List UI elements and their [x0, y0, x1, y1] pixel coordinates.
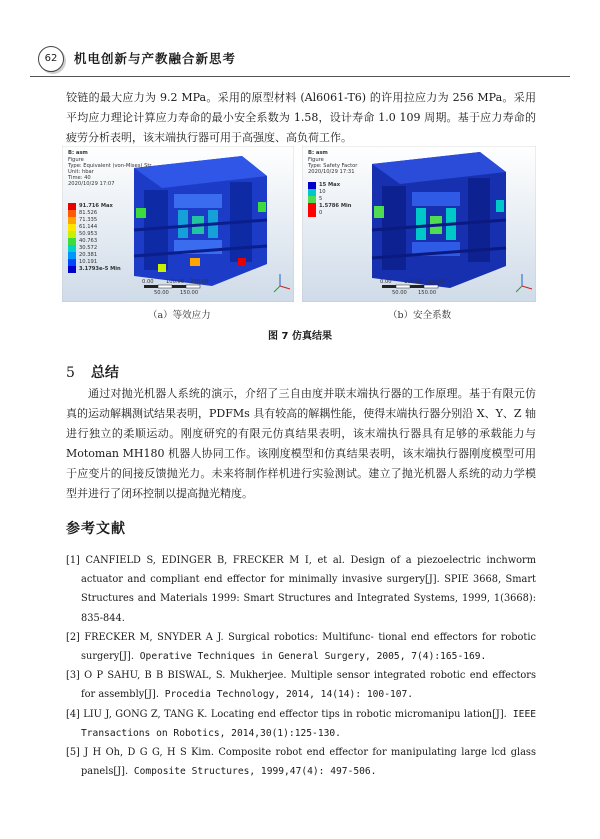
subfigure-caption-b: （b）安全系数: [388, 310, 452, 321]
scale-label: 150.00: [418, 290, 437, 296]
end-effector-model-stress: [134, 156, 267, 286]
running-title: 机电创新与产教融合新思考: [74, 51, 237, 66]
panel-a-title: B: asm: [68, 150, 88, 156]
stress-legend: [68, 203, 76, 273]
section-title: 总结: [90, 365, 119, 381]
reference-item: [2] FRECKER M, SNYDER A J. Surgical robotics: Multifunc- tional end effectors for robotic surgery[J]. Operative Techniques in General Surgery, 2005, 7(4):165-169.: [66, 631, 536, 663]
panel-a-info-2: Unit: hbar: [68, 169, 94, 175]
scale-label: 200.00: [190, 279, 209, 285]
panel-a-info-1: Type: Equivalent (von-Mises) Str: [68, 163, 152, 169]
reference-list: [66, 551, 536, 781]
paragraph-fatigue: 铰链的最大应力为 9.2 MPa。采用的原型材料 (Al6061-T6) 的许用拉应力为 256 MPa。采用平均应力理论计算应力寿命的最小安全系数为 1.58，设计寿命 1.0 109 周期。基于应力寿命的疲劳分析表明，该末端执行器可用于高强度、高负荷工作。: [66, 91, 536, 144]
legend-label: 91.716 Max: [79, 203, 113, 209]
scale-label: 200.00: [428, 279, 447, 285]
subfigure-caption-a: （a）等效应力: [148, 310, 211, 321]
section-number: 5: [66, 365, 75, 381]
legend-label: 10.191: [79, 259, 98, 265]
figure-caption: 图 7 仿真结果: [268, 331, 332, 342]
scale-label: 150.00: [180, 290, 199, 296]
panel-b-info-2: 2020/10/29 17:31: [308, 169, 355, 175]
scale-label: 100.00: [166, 279, 185, 285]
section-heading: [66, 362, 119, 382]
panel-a-info-0: Figure: [68, 157, 84, 163]
safety-scale-bar: [382, 285, 438, 288]
references-heading: 参考文献: [66, 521, 126, 537]
legend-label: 40.763: [79, 238, 98, 244]
legend-label: 50.953: [79, 231, 98, 237]
page-number: 62: [38, 46, 64, 72]
paragraph-summary: 通过对抛光机器人系统的演示，介绍了三自由度并联末端执行器的工作原理。基于有限元仿真的运动解耦测试结果表明，PDFMs 具有较高的解耦性能，使得末端执行器分别沿 X、Y、Z 轴进行独立的柔顺运动。刚度研究的有限元仿真结果表明，该末端执行器具有足够的承载能力与 Motoman MH180 机器人协同工作。该刚度模型和仿真结果表明，该末端执行器刚度模型可用于应变片的间接反馈抛光力。未来将制作样机进行实验测试。建立了抛光机器人系统的动力学模型并进行了闭环控制以提高抛光精度。: [66, 387, 536, 500]
panel-b-info-0: Figure: [308, 157, 324, 163]
legend-label: 71.335: [79, 217, 98, 223]
legend-label: 5: [319, 196, 323, 202]
legend-label: 0: [319, 210, 323, 216]
reference-item: [1] CANFIELD S, EDINGER B, FRECKER M I, et al. Design of a piezoelectric inchworm actuator and compliant end effector for minimally invasive surgery[J]. SPIE 3668, Smart Structures and Materials 1999: Smart Structures and Integrated Systems, 1999, 1(3668): 835-844.: [66, 555, 536, 624]
scale-label: 100.00: [404, 279, 423, 285]
stress-scale-bar: [144, 285, 200, 288]
header-rule: [30, 76, 570, 77]
panel-a-info-4: 2020/10/29 17:07: [68, 181, 115, 187]
legend-label: 3.1793e-5 Min: [79, 266, 121, 272]
reference-item: [4] LIU J, GONG Z, TANG K. Locating end effector tips in robotic micromanipu lation[J]. IEEE Transactions on Robotics, 2014,30(1):125-130.: [66, 708, 536, 739]
legend-label: 20.381: [79, 252, 98, 258]
legend-label: 81.526: [79, 210, 98, 216]
figure-panel-equivalent-stress: [62, 146, 294, 302]
scale-label: 0.00: [380, 279, 392, 285]
panel-b-title: B: asm: [308, 150, 328, 156]
panel-a-info-3: Time: 40: [68, 175, 91, 181]
safety-legend: [308, 182, 316, 217]
running-header: [30, 44, 570, 74]
panel-b-info-1: Type: Safety Factor: [308, 163, 358, 169]
reference-item: [5] J H Oh, D G G, H S Kim. Composite robot end effector for manipulating large lcd glass panels[J]. Composite Structures, 1999,47(4): 497-506.: [66, 747, 536, 778]
legend-label: 15 Max: [319, 182, 341, 188]
scale-label: 50.00: [392, 290, 407, 296]
end-effector-model-safety: [372, 152, 506, 288]
legend-label: 61.144: [79, 224, 98, 230]
reference-item: [3] O P SAHU, B B BISWAL, S. Mukherjee. Multiple sensor integrated robotic end effectors for assembly[J]. Procedia Technology, 2014, 14(14): 100-107.: [66, 670, 536, 701]
legend-label: 10: [319, 189, 326, 195]
legend-label: 30.572: [79, 245, 98, 251]
legend-label: 1.5786 Min: [319, 203, 352, 209]
scale-label: 50.00: [154, 290, 169, 296]
scale-label: 0.00: [142, 279, 154, 285]
figure-panel-safety-factor: [302, 146, 536, 302]
